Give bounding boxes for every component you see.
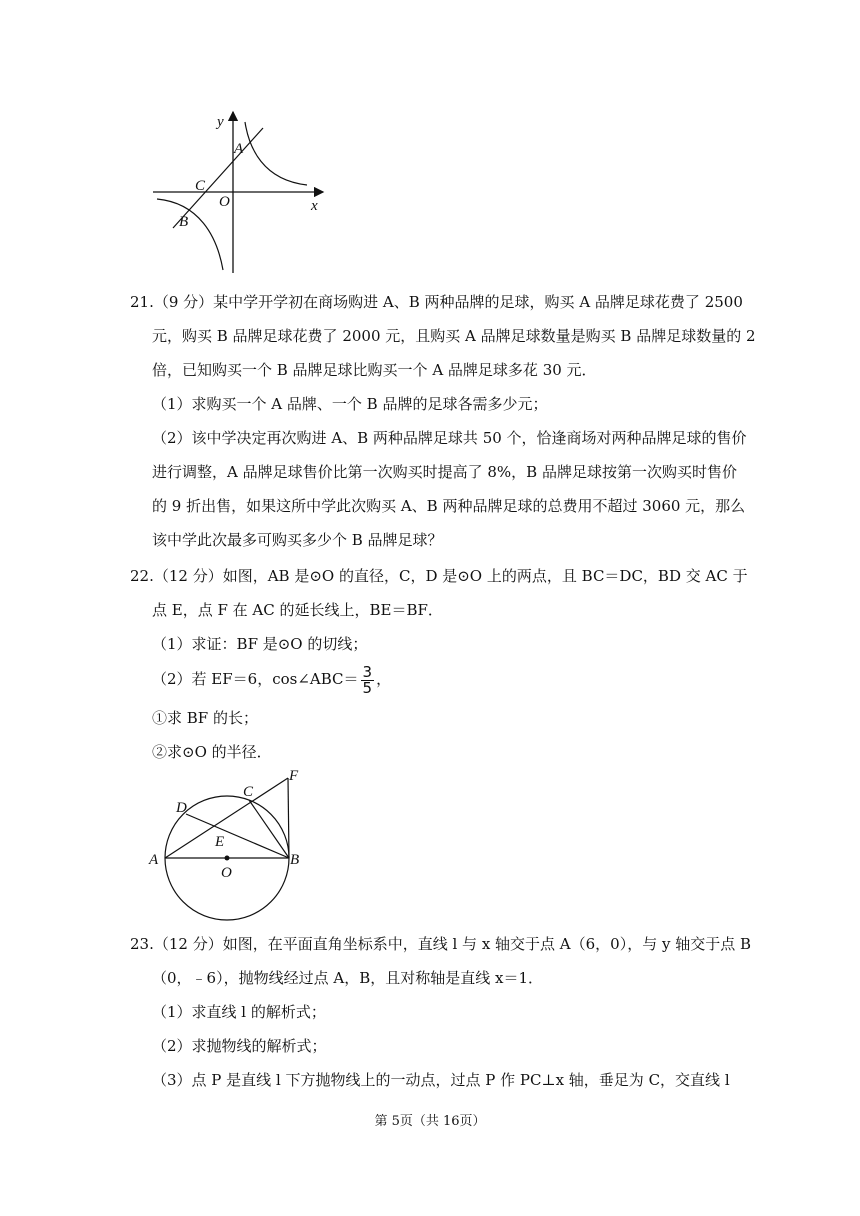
q23-line-5: （3）点 P 是直线 l 下方抛物线上的一动点，过点 P 作 PC⊥x 轴，垂足为 C，交直线 l — [152, 1071, 730, 1089]
center-dot — [225, 856, 230, 861]
label-a: A — [234, 141, 244, 157]
q22-sub-1: ①求 BF 的长； — [152, 709, 258, 727]
line-ab — [173, 128, 263, 228]
q21-line-2: 元，购买 B 品牌足球花费了 2000 元，且购买 A 品牌足球数量是购买 B 品牌足球数量的 2 — [152, 327, 756, 345]
q22-part2-prefix: （2）若 EF＝6，cos∠ABC＝ — [152, 670, 359, 688]
fraction-numerator: 3 — [362, 662, 373, 681]
q22-line-4 — [152, 664, 391, 696]
label-y: y — [217, 114, 224, 130]
q21-line-7: 的 9 折出售，如果这所中学此次购买 A、B 两种品牌足球的总费用不超过 3060 元，那么 — [152, 497, 746, 515]
q21-line-4: （1）求购买一个 A 品牌、一个 B 品牌的足球各需多少元； — [152, 395, 548, 413]
q21-line-5: （2）该中学决定再次购进 A、B 两种品牌足球共 50 个，恰逢商场对两种品牌足球的售价 — [152, 429, 747, 447]
label-b: B — [179, 214, 189, 230]
label-x: x — [311, 198, 318, 214]
q23-line-4: （2）求抛物线的解析式； — [152, 1037, 327, 1055]
q22-line-3: （1）求证：BF 是⊙O 的切线； — [152, 635, 368, 653]
label-o: O — [219, 194, 230, 210]
hyperbola-branch-upper — [245, 122, 307, 185]
q21-line-6: 进行调整，A 品牌足球售价比第一次购买时提高了 8%，B 品牌足球按第一次购买时售价 — [152, 463, 737, 481]
figure-circle-diagram — [140, 766, 320, 926]
label-d: D — [176, 800, 187, 816]
q23-line-2: （0，﹣6），抛物线经过点 A，B，且对称轴是直线 x＝1． — [152, 969, 543, 987]
q23-line-1: 23.（12 分）如图，在平面直角坐标系中，直线 l 与 x 轴交于点 A（6，0），与 y 轴交于点 B — [130, 935, 752, 953]
fraction-denominator: 5 — [362, 678, 373, 697]
q22-line-1: 22.（12 分）如图，AB 是⊙O 的直径，C，D 是⊙O 上的两点，且 BC＝DC，BD 交 AC 于 — [130, 567, 748, 585]
q22-sub-2: ②求⊙O 的半径． — [152, 743, 272, 761]
figure-hyperbola-graph — [145, 108, 335, 280]
q21-line-8: 该中学此次最多可购买多少个 B 品牌足球？ — [152, 531, 443, 549]
label-a2: A — [149, 852, 159, 868]
segment-af — [165, 778, 288, 858]
label-b2: B — [290, 852, 300, 868]
q21-line-3: 倍，已知购买一个 B 品牌足球比购买一个 A 品牌足球多花 30 元． — [152, 361, 597, 379]
q22-part2-suffix: ， — [376, 670, 392, 688]
label-o2: O — [221, 865, 232, 881]
q23-line-3: （1）求直线 l 的解析式； — [152, 1003, 326, 1021]
label-f: F — [289, 768, 299, 784]
page-footer: 第 5页（共 16页） — [374, 1114, 486, 1129]
label-e: E — [215, 834, 225, 850]
q22-line-2: 点 E，点 F 在 AC 的延长线上，BE＝BF． — [152, 601, 443, 619]
q21-line-1: 21.（9 分）某中学开学初在商场购进 A、B 两种品牌的足球，购买 A 品牌足球花费了 2500 — [130, 293, 743, 311]
label-c: C — [195, 178, 206, 194]
cos-fraction — [361, 662, 375, 697]
label-c2: C — [243, 784, 254, 800]
